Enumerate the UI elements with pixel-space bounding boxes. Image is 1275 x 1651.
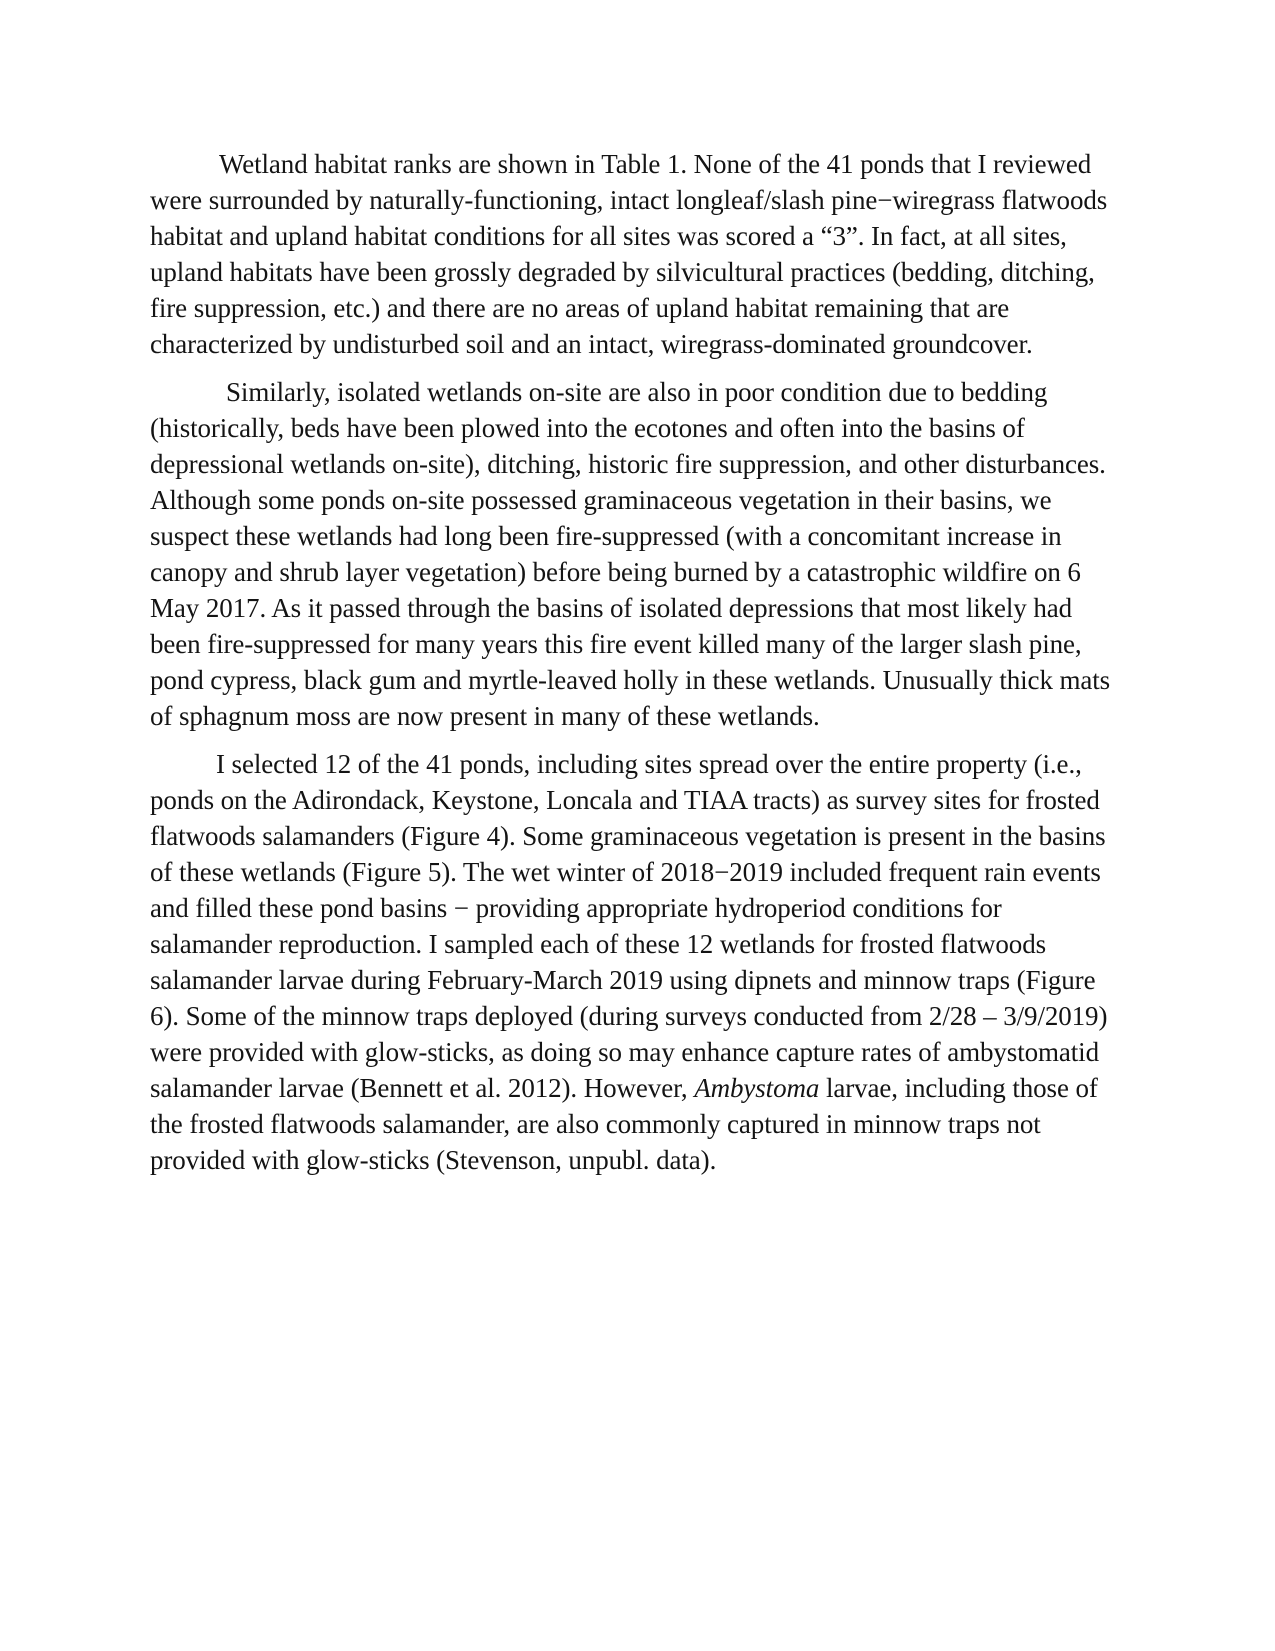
ambystoma-italic-term: Ambystoma bbox=[694, 1073, 820, 1103]
paragraph-wetland-habitat-ranks: Wetland habitat ranks are shown in Table 1. None of the 41 ponds that I reviewed were surrounded by naturally-functioning, intact longleaf/slash pine−wiregrass flatwoods habitat and upland habitat conditions for all sites was scored a “3”. In fact, at all sites, upland habitats have been grossly degraded by silvicultural practices (bedding, ditching, fire suppression, etc.) and there are no areas of upland habitat remaining that are characterized by undisturbed soil and an intact, wiregrass-dominated groundcover. bbox=[150, 149, 1108, 359]
survey-methods-text-start: I selected 12 of the 41 ponds, including sites spread over the entire property (i.e., ponds on the Adirondack, Keystone, Loncala and TIAA tracts) as survey sites for frosted flatwoods salamanders (Figure 4). Some graminaceous vegetation is present in the basins of these wetlands (Figure 5). The wet winter of 2018−2019 included frequent rain events and filled these pond basins − providing appropriate hydroperiod conditions for salamander reproduction. I sampled each of these 12 wetlands for frosted flatwoods salamander larvae during February-March 2019 using dipnets and minnow traps (Figure 6). Some of the minnow traps deployed (during surveys conducted from 2/28 – 3/9/2019) were provided with glow-sticks, as doing so may enhance capture rates of ambystomatid salamander larvae (Bennett et al. 2012). However, bbox=[150, 749, 1108, 1103]
document-body bbox=[150, 146, 1125, 1190]
survey-methods-text-end: larvae, including those of the frosted flatwoods salamander, are also commonly captured in minnow traps not provided with glow-sticks (Stevenson, unpubl. data). bbox=[150, 1073, 1098, 1175]
paragraph-survey-methods bbox=[150, 746, 1125, 1178]
paragraph-isolated-wetlands-condition: Similarly, isolated wetlands on-site are also in poor condition due to bedding (historically, beds have been plowed into the ecotones and often into the basins of depressional wetlands on-site), ditching, historic fire suppression, and other disturbances. Although some ponds on-site possessed graminaceous vegetation in their basins, we suspect these wetlands had long been fire-suppressed (with a concomitant increase in canopy and shrub layer vegetation) before being burned by a catastrophic wildfire on 6 May 2017. As it passed through the basins of isolated depressions that most likely had been fire-suppressed for many years this fire event killed many of the larger slash pine, pond cypress, black gum and myrtle-leaved holly in these wetlands. Unusually thick mats of sphagnum moss are now present in many of these wetlands. bbox=[150, 377, 1111, 731]
